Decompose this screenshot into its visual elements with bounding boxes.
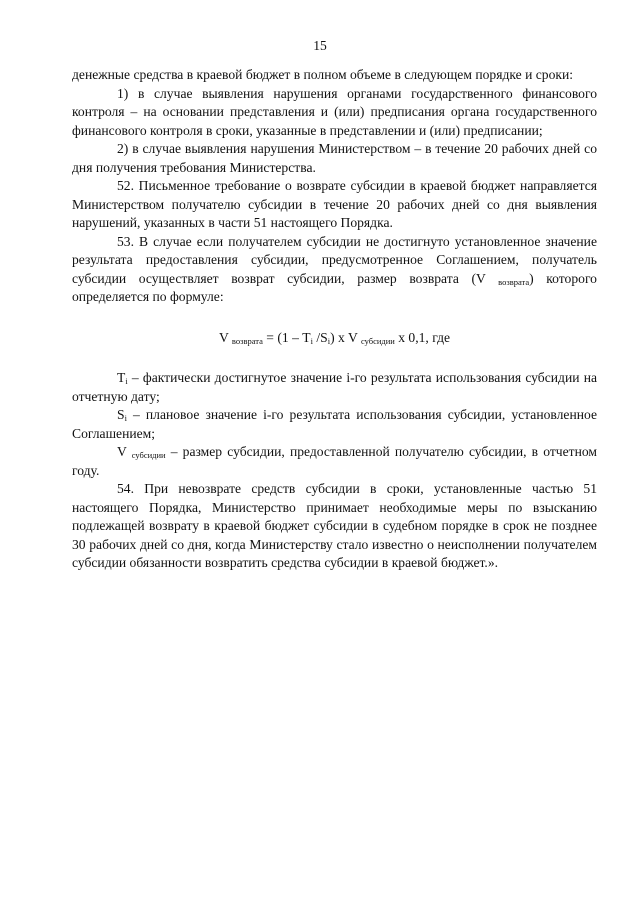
paragraph-53-subscript: возврата xyxy=(498,276,530,287)
document-body xyxy=(72,66,597,573)
definition-s xyxy=(72,406,597,443)
definition-t-symbol: T xyxy=(117,370,126,385)
formula-part-1: = (1 – T xyxy=(262,329,311,345)
paragraph-53 xyxy=(72,233,597,307)
definition-t-text: – фактически достигнутое значение i-го результата использования субсидии на отчетную дату; xyxy=(72,370,597,404)
definition-t-subscript: i xyxy=(125,376,128,386)
formula-v: V xyxy=(218,329,229,345)
paragraph-item-1: 1) в случае выявления нарушения органами государственного финансового контроля – на основании представления и (или) предписания органа государственного финансового контроля в сроки, указанные в представлении и (или) предписании; xyxy=(72,85,597,138)
formula-part-4: x 0,1, где xyxy=(394,329,451,345)
formula-part-2: /S xyxy=(312,329,328,345)
paragraph-53-tail: ) которого определяется по формуле: xyxy=(72,270,597,304)
paragraph-52: 52. Письменное требование о возврате субсидии в краевой бюджет направляется Министерством получателю субсидии в течение 20 рабочих дней со дня выявления нарушений, указанных в части 51 настоящего Порядка. xyxy=(72,178,597,230)
definition-v-symbol: V xyxy=(117,444,127,459)
definition-v-text: – размер субсидии, предоставленной получателю субсидии, в отчетном году. xyxy=(72,444,597,478)
formula-t-subscript: i xyxy=(310,335,313,346)
paragraph-intro: денежные средства в краевой бюджет в полном объеме в следующем порядке и сроки: xyxy=(72,67,574,82)
paragraph-53-text: 53. В случае если получателем субсидии не достигнуто установленное значение результата предоставления субсидии, предусмотренное Соглашением, получатель субсидии осуществляет возврат субсидии, размер возврата (V xyxy=(72,233,597,286)
formula-s-subscript: i xyxy=(327,335,331,346)
paragraph-54: 54. При невозврате средств субсидии в сроки, установленные частью 51 настоящего Порядка, Министерство принимает необходимые меры по взысканию подлежащей возврату в краевой бюджет субсидии в судебном порядке в срок не позднее 30 рабочих дней со дня, когда Министерству стало известно о неисполнении получателем субсидии обязанности возвратить средства субсидии в краевой бюджет.». xyxy=(72,481,597,570)
definition-v-subscript: субсидии xyxy=(131,450,166,460)
definition-s-text: – плановое значение i-го результата использования субсидии, установленное Соглашением; xyxy=(72,407,597,441)
definition-t xyxy=(72,369,597,406)
formula-part-3: ) x V xyxy=(330,329,358,345)
formula-vs-subscript: субсидии xyxy=(360,335,395,346)
page-number: 15 xyxy=(313,38,327,53)
paragraph-item-2: 2) в случае выявления нарушения Министерством – в течение 20 рабочих дней со дня получения требования Министерства. xyxy=(72,141,597,175)
refund-formula xyxy=(72,329,597,348)
definition-v xyxy=(72,443,597,480)
definition-s-symbol: S xyxy=(117,407,125,422)
formula-v-subscript: возврата xyxy=(231,335,263,346)
definition-s-subscript: i xyxy=(124,413,127,423)
